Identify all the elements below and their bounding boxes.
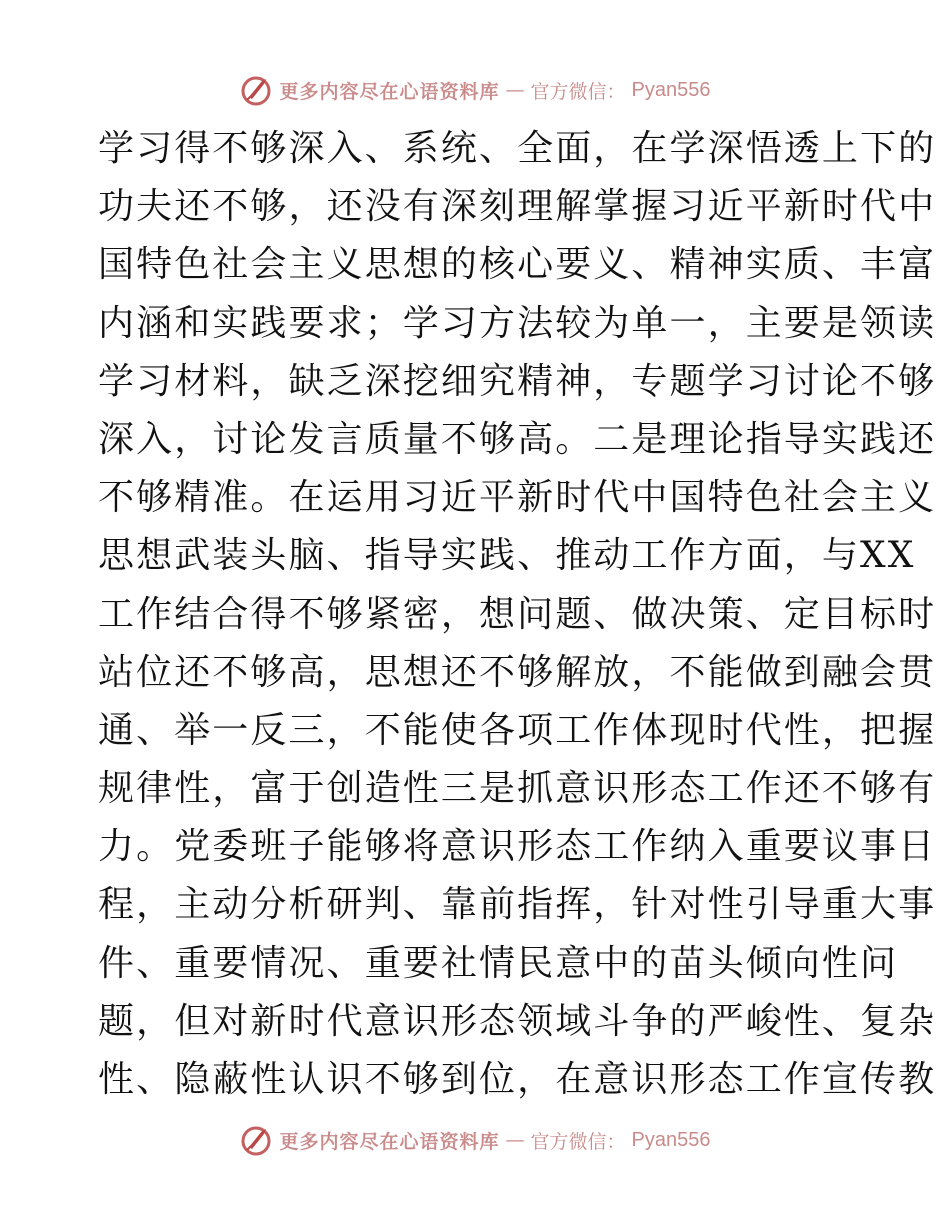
body-line: 站位还不够高，思想还不够解放，不能做到融会贯 (98, 651, 937, 693)
body-line: 功夫还不够，还没有深刻理解掌握习近平新时代中 (98, 186, 937, 228)
footer-watermark (0, 1122, 950, 1158)
watermark-site-text: 更多内容尽在心语资料库 (279, 80, 500, 103)
watermark-separator: — (505, 79, 525, 101)
body-line: 思想武装头脑、指导实践、推动工作方面，与XX (98, 535, 916, 577)
watermark-account-id: Pyan556 (631, 78, 711, 101)
body-line: 通、举一反三，不能使各项工作体现时代性，把握 (98, 709, 937, 751)
quill-logo-icon (240, 73, 274, 107)
body-line: 不够精准。在运用习近平新时代中国特色社会主义 (98, 477, 937, 519)
body-line: 内涵和实践要求；学习方法较为单一，主要是领读 (98, 302, 937, 344)
watermark-account-id: Pyan556 (631, 1128, 711, 1151)
body-line: 学习材料，缺乏深挖细究精神，专题学习讨论不够 (98, 360, 937, 402)
watermark-separator: — (505, 1129, 525, 1151)
watermark-site-text: 更多内容尽在心语资料库 (279, 1130, 500, 1153)
body-line: 深入，讨论发言质量不够高。二是理论指导实践还 (98, 418, 937, 460)
body-line: 规律性，富于创造性三是抓意识形态工作还不够有 (98, 768, 937, 810)
watermark-account-label: 官方微信： (530, 1130, 626, 1153)
body-line: 程，主动分析研判、靠前指挥，针对性引导重大事 (98, 884, 937, 926)
body-line: 性、隐蔽性认识不够到位，在意识形态工作宣传教 (98, 1059, 937, 1100)
body-line: 力。党委班子能够将意识形态工作纳入重要议事日 (98, 826, 937, 868)
header-watermark (0, 72, 950, 108)
watermark-account-label: 官方微信： (530, 80, 626, 103)
body-line: 题，但对新时代意识形态领域斗争的严峻性、复杂 (98, 1000, 937, 1042)
document-body (98, 120, 937, 1109)
body-line: 国特色社会主义思想的核心要义、精神实质、丰富 (98, 244, 937, 286)
body-line: 学习得不够深入、系统、全面，在学深悟透上下的 (98, 128, 937, 169)
body-line: 件、重要情况、重要社情民意中的苗头倾向性问 (98, 942, 899, 984)
quill-logo-icon (240, 1123, 274, 1157)
body-line: 工作结合得不够紧密，想问题、做决策、定目标时 (98, 593, 937, 635)
